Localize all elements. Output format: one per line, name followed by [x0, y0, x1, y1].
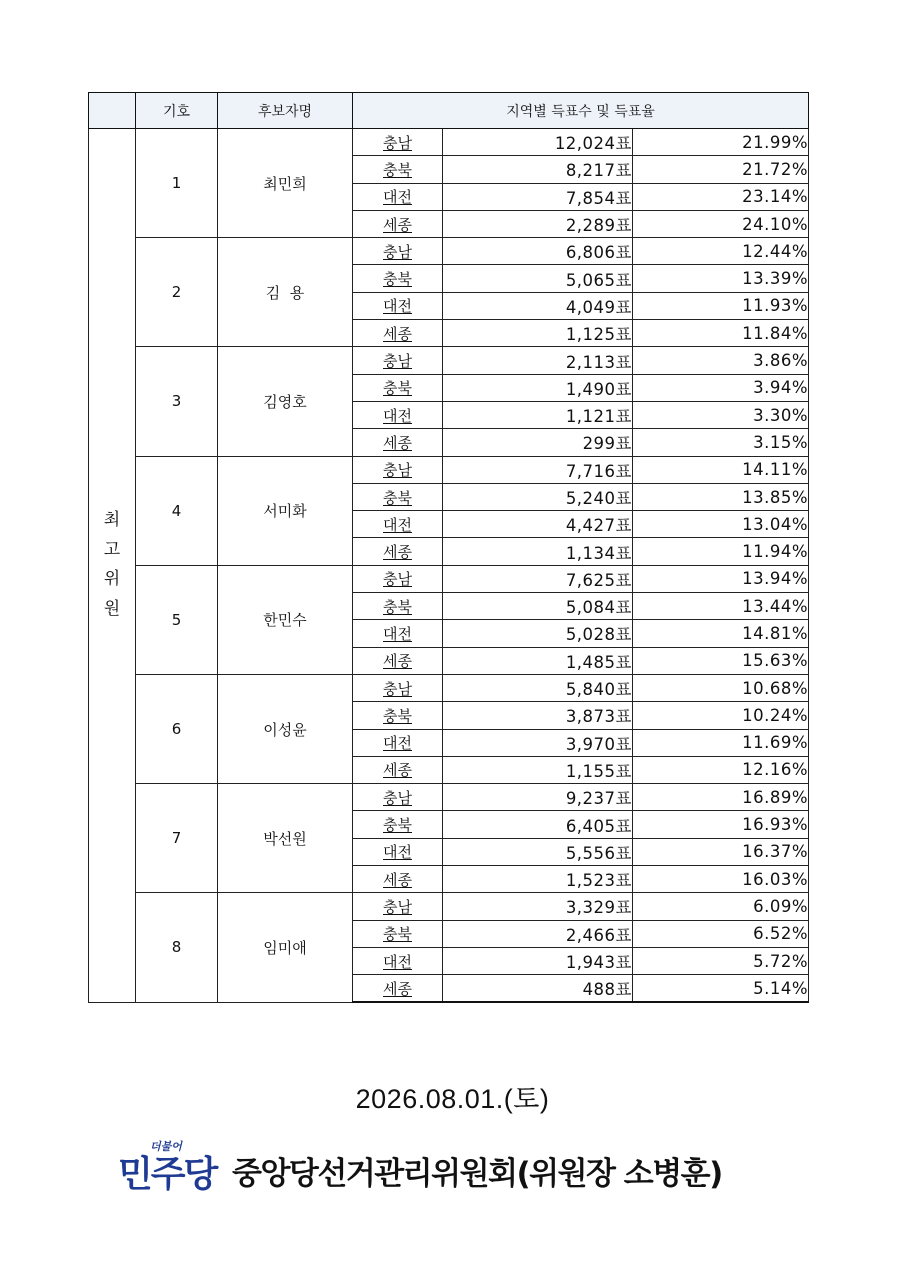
region-label: 충북 — [383, 379, 412, 398]
vote-percentage: 6.09% — [633, 893, 809, 920]
table-row — [89, 456, 809, 483]
vote-percentage: 3.86% — [633, 347, 809, 374]
region-label: 세종 — [383, 870, 412, 889]
candidate-number: 1 — [136, 129, 218, 238]
region-label: 대전 — [383, 843, 412, 862]
region-cell — [353, 183, 443, 210]
logo-big-text: 민주당 — [118, 1154, 217, 1195]
vote-count: 1,134표 — [443, 538, 633, 565]
candidate-name: 김영호 — [218, 347, 353, 456]
region-label: 대전 — [383, 952, 412, 971]
region-cell — [353, 729, 443, 756]
candidate-number: 3 — [136, 347, 218, 456]
region-label: 대전 — [383, 406, 412, 425]
vote-count: 3,970표 — [443, 729, 633, 756]
region-cell — [353, 866, 443, 893]
header-results: 지역별 득표수 및 득표율 — [353, 93, 809, 129]
vote-percentage: 11.69% — [633, 729, 809, 756]
vote-count: 9,237표 — [443, 784, 633, 811]
region-cell — [353, 784, 443, 811]
region-label: 대전 — [383, 734, 412, 753]
vote-count: 4,427표 — [443, 511, 633, 538]
results-table — [88, 92, 809, 1003]
region-label: 충북 — [383, 160, 412, 179]
side-label-char: 위 — [103, 569, 121, 590]
region-label: 세종 — [383, 543, 412, 562]
vote-count: 5,840표 — [443, 674, 633, 701]
region-label: 세종 — [383, 652, 412, 671]
region-label: 충북 — [383, 706, 412, 725]
vote-count: 7,716표 — [443, 456, 633, 483]
vote-count: 3,873표 — [443, 702, 633, 729]
vote-percentage: 21.72% — [633, 156, 809, 183]
vote-percentage: 16.03% — [633, 866, 809, 893]
vote-count: 1,125표 — [443, 320, 633, 347]
region-label: 세종 — [383, 761, 412, 780]
party-logo — [118, 1138, 230, 1195]
region-cell — [353, 947, 443, 974]
vote-percentage: 6.52% — [633, 920, 809, 947]
candidate-name: 이성윤 — [218, 674, 353, 783]
region-cell — [353, 538, 443, 565]
table-row — [89, 565, 809, 592]
vote-percentage: 10.24% — [633, 702, 809, 729]
vote-percentage: 5.72% — [633, 947, 809, 974]
vote-count: 7,854표 — [443, 183, 633, 210]
region-cell — [353, 565, 443, 592]
vote-percentage: 14.81% — [633, 620, 809, 647]
logo-small-text: 더불어 — [150, 1140, 182, 1153]
table-header-row — [89, 93, 809, 129]
region-label: 대전 — [383, 515, 412, 534]
vote-percentage: 23.14% — [633, 183, 809, 210]
region-cell — [353, 347, 443, 374]
vote-percentage: 3.30% — [633, 401, 809, 428]
candidate-name: 서미화 — [218, 456, 353, 565]
region-label: 충남 — [383, 679, 412, 698]
vote-percentage: 24.10% — [633, 210, 809, 237]
vote-percentage: 3.94% — [633, 374, 809, 401]
side-label — [89, 129, 136, 1003]
vote-count: 6,405표 — [443, 811, 633, 838]
vote-count: 2,466표 — [443, 920, 633, 947]
region-label: 충남 — [383, 133, 412, 152]
region-cell — [353, 320, 443, 347]
vote-count: 488표 — [443, 975, 633, 1002]
region-label: 충남 — [383, 570, 412, 589]
region-label: 세종 — [383, 433, 412, 452]
region-cell — [353, 129, 443, 156]
vote-count: 1,121표 — [443, 401, 633, 428]
candidate-name: 김 용 — [218, 238, 353, 347]
vote-percentage: 13.85% — [633, 483, 809, 510]
region-cell — [353, 756, 443, 783]
region-cell — [353, 429, 443, 456]
candidate-name: 임미애 — [218, 893, 353, 1002]
vote-count: 5,028표 — [443, 620, 633, 647]
header-number: 기호 — [136, 93, 218, 129]
region-cell — [353, 374, 443, 401]
vote-count: 1,155표 — [443, 756, 633, 783]
vote-percentage: 13.39% — [633, 265, 809, 292]
region-label: 세종 — [383, 324, 412, 343]
region-cell — [353, 975, 443, 1002]
footer-signature — [118, 1138, 818, 1198]
vote-count: 5,084표 — [443, 593, 633, 620]
vote-count: 5,556표 — [443, 838, 633, 865]
region-cell — [353, 811, 443, 838]
region-label: 충북 — [383, 270, 412, 289]
vote-count: 8,217표 — [443, 156, 633, 183]
region-cell — [353, 593, 443, 620]
vote-count: 5,240표 — [443, 483, 633, 510]
region-cell — [353, 511, 443, 538]
vote-percentage: 10.68% — [633, 674, 809, 701]
region-label: 세종 — [383, 979, 412, 998]
candidate-number: 4 — [136, 456, 218, 565]
table-row — [89, 784, 809, 811]
region-label: 충북 — [383, 816, 412, 835]
header-name: 후보자명 — [218, 93, 353, 129]
side-label-char: 원 — [103, 599, 121, 619]
candidate-number: 8 — [136, 893, 218, 1002]
region-cell — [353, 920, 443, 947]
region-cell — [353, 401, 443, 428]
vote-percentage: 11.84% — [633, 320, 809, 347]
vote-count: 6,806표 — [443, 238, 633, 265]
candidate-number: 2 — [136, 238, 218, 347]
vote-count: 7,625표 — [443, 565, 633, 592]
vote-percentage: 3.15% — [633, 429, 809, 456]
candidate-number: 5 — [136, 565, 218, 674]
vote-percentage: 12.44% — [633, 238, 809, 265]
vote-percentage: 21.99% — [633, 129, 809, 156]
vote-count: 12,024표 — [443, 129, 633, 156]
vote-percentage: 15.63% — [633, 647, 809, 674]
vote-count: 299표 — [443, 429, 633, 456]
vote-count: 5,065표 — [443, 265, 633, 292]
vote-percentage: 16.93% — [633, 811, 809, 838]
table-row — [89, 893, 809, 920]
vote-count: 1,490표 — [443, 374, 633, 401]
region-label: 충남 — [383, 352, 412, 371]
committee-name: 중앙당선거관리위원회(위원장 소병훈) — [232, 1156, 722, 1192]
vote-count: 1,485표 — [443, 647, 633, 674]
region-cell — [353, 210, 443, 237]
vote-count: 1,943표 — [443, 947, 633, 974]
region-label: 대전 — [383, 624, 412, 643]
table-body — [89, 129, 809, 1003]
region-cell — [353, 292, 443, 319]
region-cell — [353, 674, 443, 701]
region-label: 충남 — [383, 242, 412, 261]
vote-percentage: 5.14% — [633, 975, 809, 1002]
table-row — [89, 674, 809, 701]
side-label-char: 최 — [103, 509, 121, 530]
header-blank — [89, 93, 136, 129]
region-cell — [353, 238, 443, 265]
candidate-name: 한민수 — [218, 565, 353, 674]
region-cell — [353, 456, 443, 483]
candidate-number: 7 — [136, 784, 218, 893]
region-cell — [353, 838, 443, 865]
vote-percentage: 11.93% — [633, 292, 809, 319]
table-row — [89, 129, 809, 156]
vote-percentage: 11.94% — [633, 538, 809, 565]
vote-percentage: 13.44% — [633, 593, 809, 620]
candidate-number: 6 — [136, 674, 218, 783]
region-cell — [353, 156, 443, 183]
vote-percentage: 16.37% — [633, 838, 809, 865]
region-label: 충북 — [383, 925, 412, 944]
vote-count: 2,113표 — [443, 347, 633, 374]
table-row — [89, 238, 809, 265]
region-label: 충남 — [383, 461, 412, 480]
side-label-char: 고 — [103, 539, 121, 560]
region-label: 충북 — [383, 488, 412, 507]
vote-percentage: 14.11% — [633, 456, 809, 483]
region-label: 대전 — [383, 188, 412, 207]
candidate-name: 박선원 — [218, 784, 353, 893]
region-cell — [353, 265, 443, 292]
candidate-name: 최민희 — [218, 129, 353, 238]
vote-count: 3,329표 — [443, 893, 633, 920]
region-label: 충남 — [383, 897, 412, 916]
vote-percentage: 16.89% — [633, 784, 809, 811]
region-label: 충북 — [383, 597, 412, 616]
region-cell — [353, 483, 443, 510]
vote-count: 4,049표 — [443, 292, 633, 319]
vote-count: 1,523표 — [443, 866, 633, 893]
vote-count: 2,289표 — [443, 210, 633, 237]
vote-percentage: 12.16% — [633, 756, 809, 783]
document-date: 2026.08.01.(토) — [355, 1084, 550, 1114]
vote-percentage: 13.94% — [633, 565, 809, 592]
table-row — [89, 347, 809, 374]
vote-percentage: 13.04% — [633, 511, 809, 538]
region-cell — [353, 702, 443, 729]
region-label: 대전 — [383, 297, 412, 316]
region-cell — [353, 647, 443, 674]
region-cell — [353, 893, 443, 920]
region-label: 세종 — [383, 215, 412, 234]
region-label: 충남 — [383, 788, 412, 807]
region-cell — [353, 620, 443, 647]
